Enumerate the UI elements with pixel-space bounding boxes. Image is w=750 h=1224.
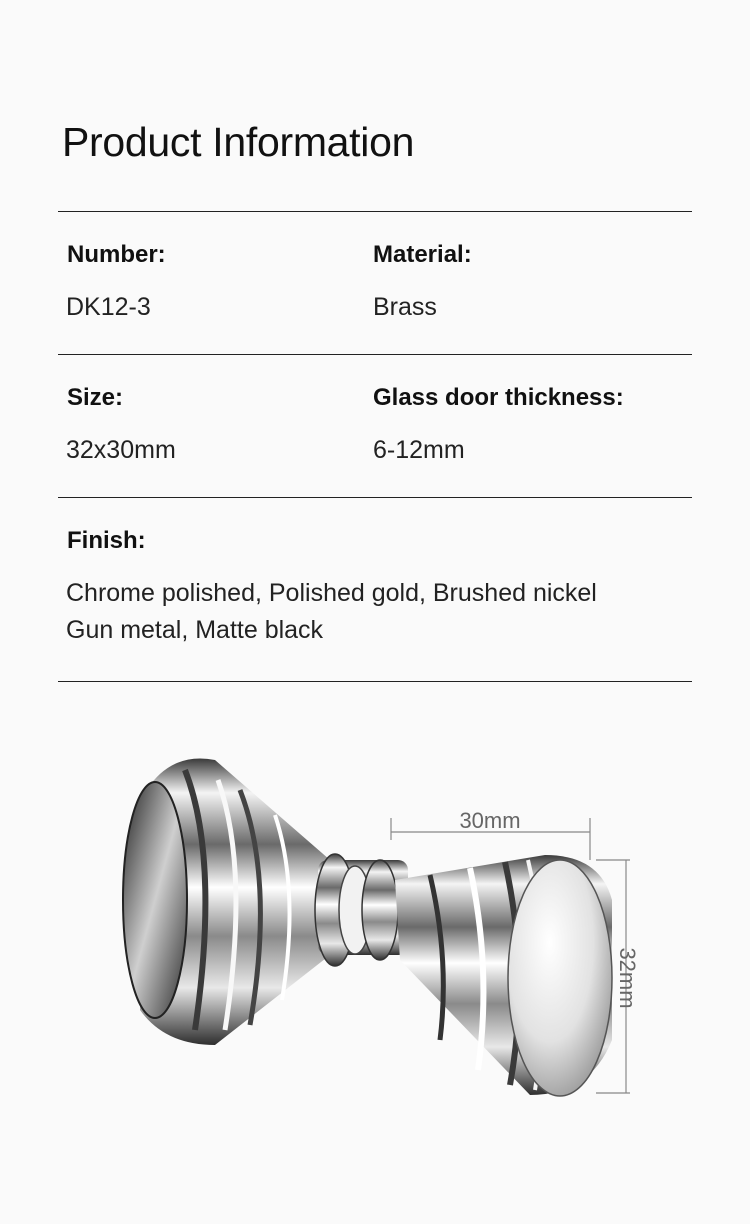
finish-value-line1: Chrome polished, Polished gold, Brushed nickel <box>66 579 597 607</box>
divider <box>58 497 692 498</box>
glass-thickness-value: 6-12mm <box>373 436 465 464</box>
number-value: DK12-3 <box>66 293 151 321</box>
knob-left-cone <box>123 758 330 1045</box>
knob-right-cone <box>395 855 612 1096</box>
divider <box>58 681 692 682</box>
dimension-width-label: 30mm <box>459 808 521 833</box>
size-value: 32x30mm <box>66 436 176 464</box>
number-label: Number: <box>67 241 166 268</box>
divider <box>58 211 692 212</box>
finish-label: Finish: <box>67 527 146 554</box>
material-label: Material: <box>373 241 472 268</box>
divider <box>58 354 692 355</box>
size-label: Size: <box>67 384 124 411</box>
page-title: Product Information <box>62 119 415 165</box>
knob-neck <box>315 854 408 966</box>
dimension-height-label: 32mm <box>615 947 640 1009</box>
material-value: Brass <box>373 293 437 321</box>
product-image <box>0 700 750 1120</box>
glass-thickness-label: Glass door thickness: <box>373 384 624 411</box>
finish-value-line2: Gun metal, Matte black <box>66 616 324 644</box>
